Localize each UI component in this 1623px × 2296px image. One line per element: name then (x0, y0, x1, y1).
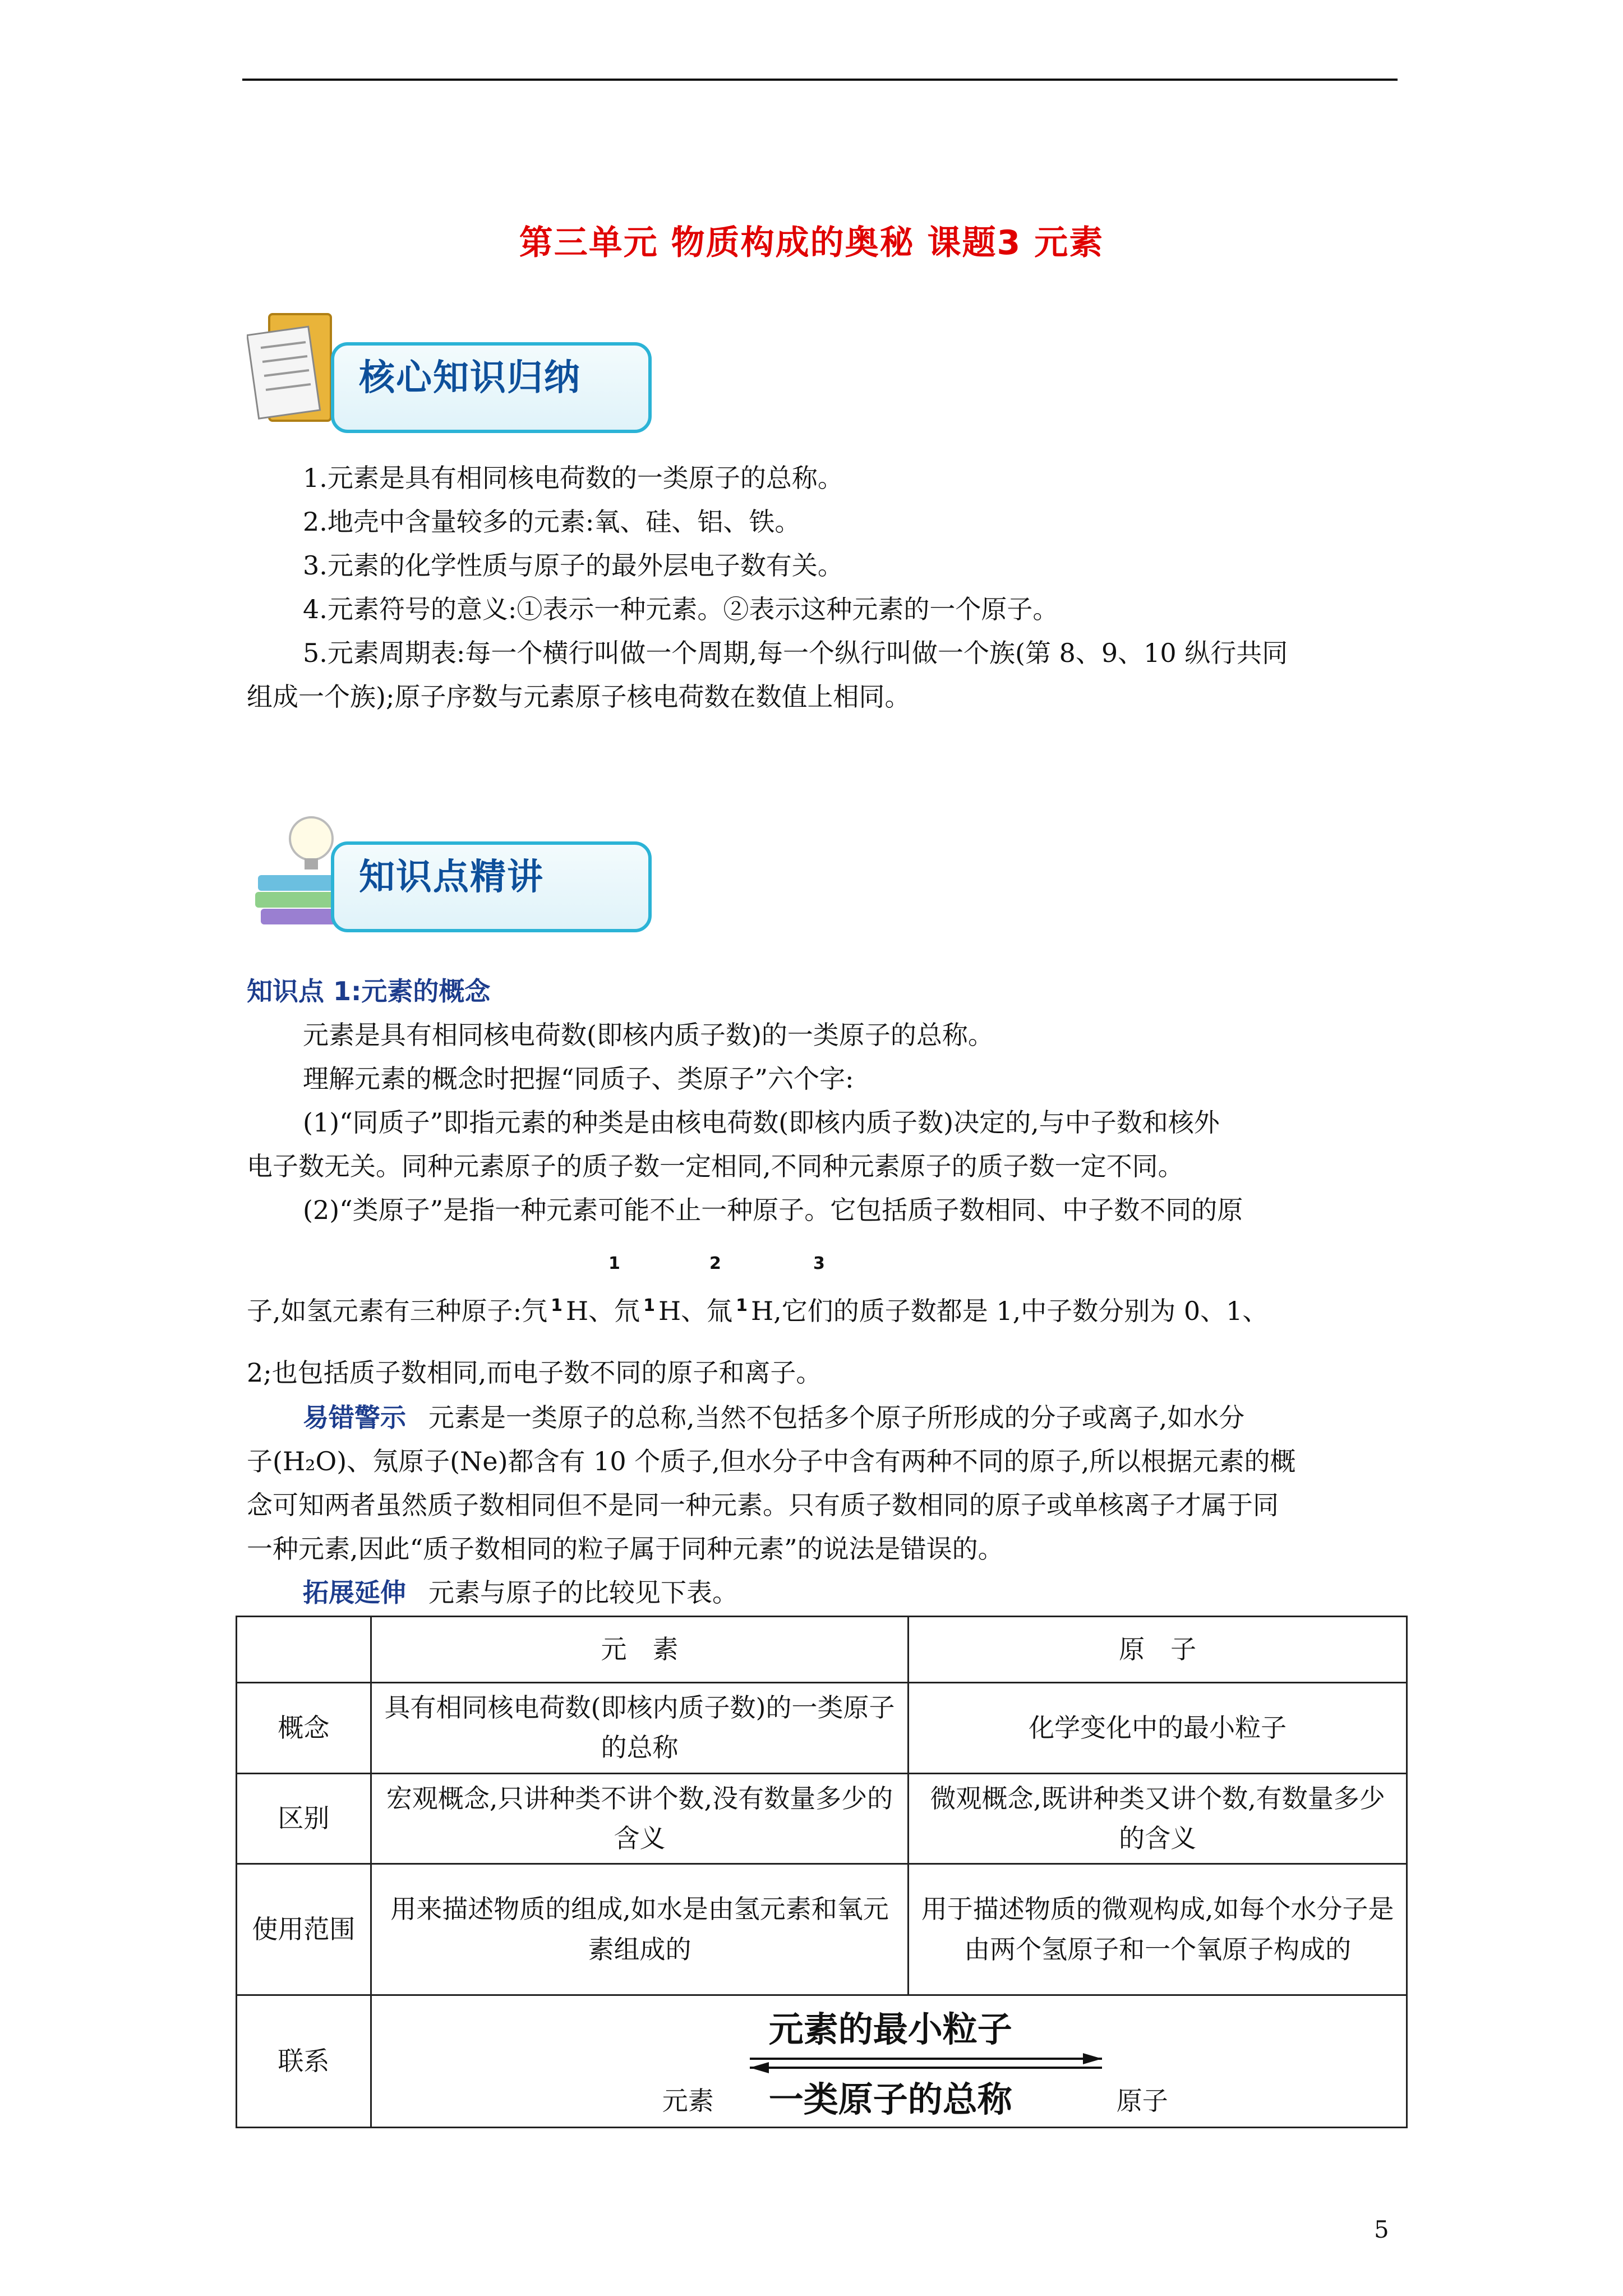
kp1-line-5: (2)“类原子”是指一种元素可能不止一种原子。它包括质子数相同、中子数不同的原 (303, 1195, 1243, 1225)
warning-line-3: 念可知两者虽然质子数相同但不是同一种元素。只有质子数相同的原子或单核离子才属于同 (247, 1490, 1279, 1520)
summary-item-3: 3.元素的化学性质与原子的最外层电子数有关。 (303, 550, 843, 581)
table-row: 使用范围 用来描述物质的组成,如水是由氢元素和氧元素组成的 用于描述物质的微观构成,如每个水分子是由两个氢原子和一个氧原子构成的 (237, 1864, 1407, 1995)
isotope-mass-1: 1 (608, 1254, 620, 1273)
isotope-mass-2: 2 (709, 1254, 721, 1273)
page-title: 第三单元 物质构成的奥秘 课题3 元素 (519, 223, 1104, 263)
kp1-line-3: (1)“同质子”即指元素的种类是由核电荷数(即核内质子数)决定的,与中子数和核外 (303, 1107, 1220, 1138)
summary-item-5-cont: 组成一个族);原子序数与元素原子核电荷数在数值上相同。 (247, 682, 911, 712)
warning-label: 易错警示 (303, 1402, 406, 1433)
isotope-mass-3: 3 (813, 1254, 825, 1273)
double-arrow-icon (741, 2052, 1111, 2074)
banner-core-knowledge: 核心知识归纳 (247, 309, 639, 421)
link-diagram (371, 1995, 1407, 2128)
table-link-row: 联系 元素的最小粒子 元素 一类原子的总称 原子 (237, 1995, 1407, 2128)
table-header-row: 元 素 原 子 (237, 1617, 1407, 1683)
header-rule (242, 79, 1398, 81)
kp1-line-7: 2;也包括质子数相同,而电子数不同的原子和离子。 (247, 1358, 822, 1388)
kp1-heading: 知识点 1:元素的概念 (247, 976, 491, 1006)
link-top-label: 元素的最小粒子 (768, 2008, 1012, 2050)
table-row: 区别 宏观概念,只讲种类不讲个数,没有数量多少的含义 微观概念,既讲种类又讲个数,有数量多少的含义 (237, 1773, 1407, 1864)
summary-item-5: 5.元素周期表:每一个横行叫做一个周期,每一个纵行叫做一个族(第 8、9、10 纵行共同 (303, 638, 1288, 668)
banner-knowledge-points: 知识点精讲 (247, 808, 639, 920)
link-left-label: 元素 (662, 2085, 714, 2116)
summary-item-4: 4.元素符号的意义:①表示一种元素。②表示这种元素的一个原子。 (303, 594, 1059, 624)
extension-line: 拓展延伸 元素与原子的比较见下表。 (303, 1577, 738, 1608)
warning-line-2: 子(H₂O)、氖原子(Ne)都含有 10 个质子,但水分子中含有两种不同的原子,所以根据元素的概 (247, 1446, 1296, 1476)
table-row: 概念 具有相同核电荷数(即核内质子数)的一类原子的总称 化学变化中的最小粒子 (237, 1683, 1407, 1774)
warning-line-4: 一种元素,因此“质子数相同的粒子属于同种元素”的说法是错误的。 (247, 1534, 1004, 1564)
page-number: 5 (1374, 2216, 1389, 2243)
kp1-line-1: 元素是具有相同核电荷数(即核内质子数)的一类原子的总称。 (303, 1020, 994, 1050)
link-right-label: 原子 (1116, 2085, 1168, 2116)
warning-line-1: 易错警示 元素是一类原子的总称,当然不包括多个原子所形成的分子或离子,如水分 (303, 1402, 1245, 1433)
kp1-line-2: 理解元素的概念时把握“同质子、类原子”六个字: (303, 1064, 854, 1094)
kp1-line-4: 电子数无关。同种元素原子的质子数一定相同,不同种元素原子的质子数一定不同。 (247, 1151, 1184, 1181)
link-bottom-label: 一类原子的总称 (768, 2078, 1012, 2120)
summary-item-1: 1.元素是具有相同核电荷数的一类原子的总称。 (303, 463, 843, 493)
comparison-table (236, 1616, 1408, 2128)
summary-item-2: 2.地壳中含量较多的元素:氧、硅、铝、铁。 (303, 507, 801, 537)
kp1-line-6: 子,如氢元素有三种原子:氕 $^1$ H、氘 $^1$ H、氚 $^1$ H,它们的质子数都是 1,中子数分别为 0、1、 (247, 1295, 1269, 1326)
extension-label: 拓展延伸 (303, 1577, 406, 1608)
